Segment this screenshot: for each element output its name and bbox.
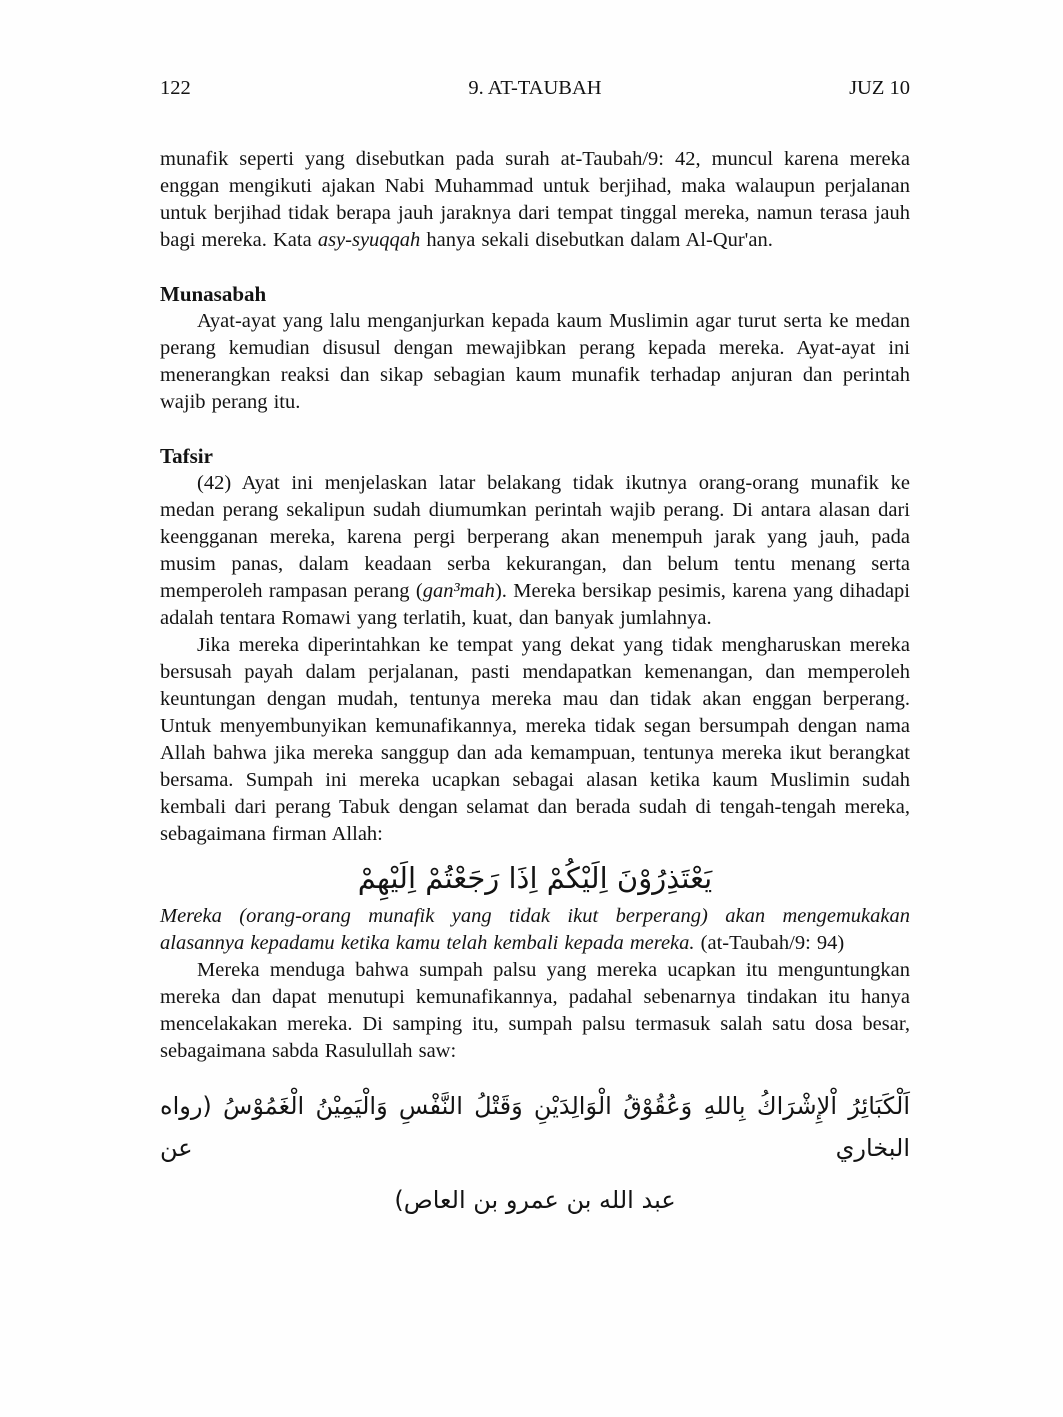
tafsir-paragraph-2 (160, 632, 910, 848)
text-run: ). Mereka bersikap pesimis, karena yang dihadapi adalah tentara Romawi yang terlatih, kuat, dan banyak jumlahnya. (160, 580, 911, 629)
text-run: munafik seperti yang disebutkan pada surah at-Taubah/9: 42, muncul karena mereka enggan mengikuti ajakan Nabi Muhammad untuk berjihad, maka walaupun perjalanan untuk berjihad tidak berapa jauh jaraknya dari tempat tinggal mereka, namun terasa jauh bagi mereka. Kata (160, 148, 910, 251)
verse-translation-paragraph (160, 903, 910, 957)
tafsir-paragraph-3 (160, 957, 910, 1065)
page-header (160, 75, 910, 102)
page-number: 122 (160, 77, 191, 99)
text-run: hanya sekali disebutkan dalam Al-Qur'an. (420, 229, 773, 251)
text-run: Jika mereka diperintahkan ke tempat yang dekat yang tidak mengharuskan mereka bersusah payah dalam perjalanan, pasti mendapatkan kemenangan, dan memperoleh keuntungan dengan mudah, tentunya mereka mau dan tidak akan enggan berperang. Untuk menyembunyikan kemunafikannya, mereka tidak segan bersumpah dengan nama Allah bahwa jika mereka sanggup dan ada kemampuan, tentunya mereka ikut berangkat bersama. Sumpah ini mereka ucapkan sebagai alasan ketika kaum Muslimin sudah kembali dari perang Tabuk dengan selamat dan berada sudah di tengah-tengah mereka, sebagaimana firman Allah: (160, 634, 910, 845)
munasabah-heading: Munasabah (160, 282, 267, 306)
hadith-arabic-line-2: عبد الله بن عمرو بن العاص) (394, 1185, 676, 1214)
munasabah-paragraph (160, 308, 910, 416)
text-run: Mereka menduga bahwa sumpah palsu yang mereka ucapkan itu menguntungkan mereka dan dapat menutupi kemunafikannya, padahal sebenarnya tindakan itu hanya mencelakakan mereka. Di samping itu, sumpah palsu termasuk salah satu dosa besar, sebagaimana sabda Rasulullah saw: (160, 958, 910, 1062)
page-body (160, 146, 910, 1221)
hadith-arabic-line-1: اَلْكَبَائِرُ اْلإِشْرَاكُ بِاللهِ وَعُقُوْقُ الْوَالِدَيْنِ وَقَتْلُ النَّفْسِ وَالْيَمِيْنُ الْغَمُوْسُ (رواه البخاري عن (160, 1091, 910, 1162)
quran-verse-arabic: يَعْتَذِرُوْنَ اِلَيْكُمْ اِذَا رَجَعْتُمْ اِلَيْهِمْ (357, 861, 713, 895)
text-run: asy-syuqqah (317, 229, 421, 251)
running-title: 9. AT-TAUBAH (468, 77, 602, 99)
tafsir-paragraph-1 (160, 470, 910, 632)
text-run: Ayat-ayat yang lalu menganjurkan kepada kaum Muslimin agar turut serta ke medan perang kemudian disusul dengan mewajibkan perang kepada mereka. Ayat-ayat ini menerangkan reaksi dan sikap sebagian kaum munafik terhadap anjuran dan perintah wajib perang itu. (160, 310, 910, 413)
text-run: (at-Taubah/9: 94) (694, 931, 845, 954)
continued-paragraph (160, 146, 910, 254)
juz-label: JUZ 10 (849, 77, 910, 99)
text-run: (42) Ayat ini menjelaskan latar belakang tidak ikutnya orang-orang munafik ke medan perang sekalipun sudah diumumkan perintah wajib perang. Di antara alasan dari keengganan mereka, karena pergi berperang akan menempuh jarak yang jauh, pada musim panas, dalam keadaan serba kekurangan, dan belum tentu menang serta memperoleh rampasan perang ( (160, 472, 910, 602)
text-run: Mereka (orang-orang munafik yang tidak ikut berperang) akan mengemukakan alasannya kepadamu ketika kamu telah kembali kepada mereka. (160, 904, 910, 954)
tafsir-heading: Tafsir (160, 444, 213, 468)
text-run: gan³mah (422, 580, 495, 602)
